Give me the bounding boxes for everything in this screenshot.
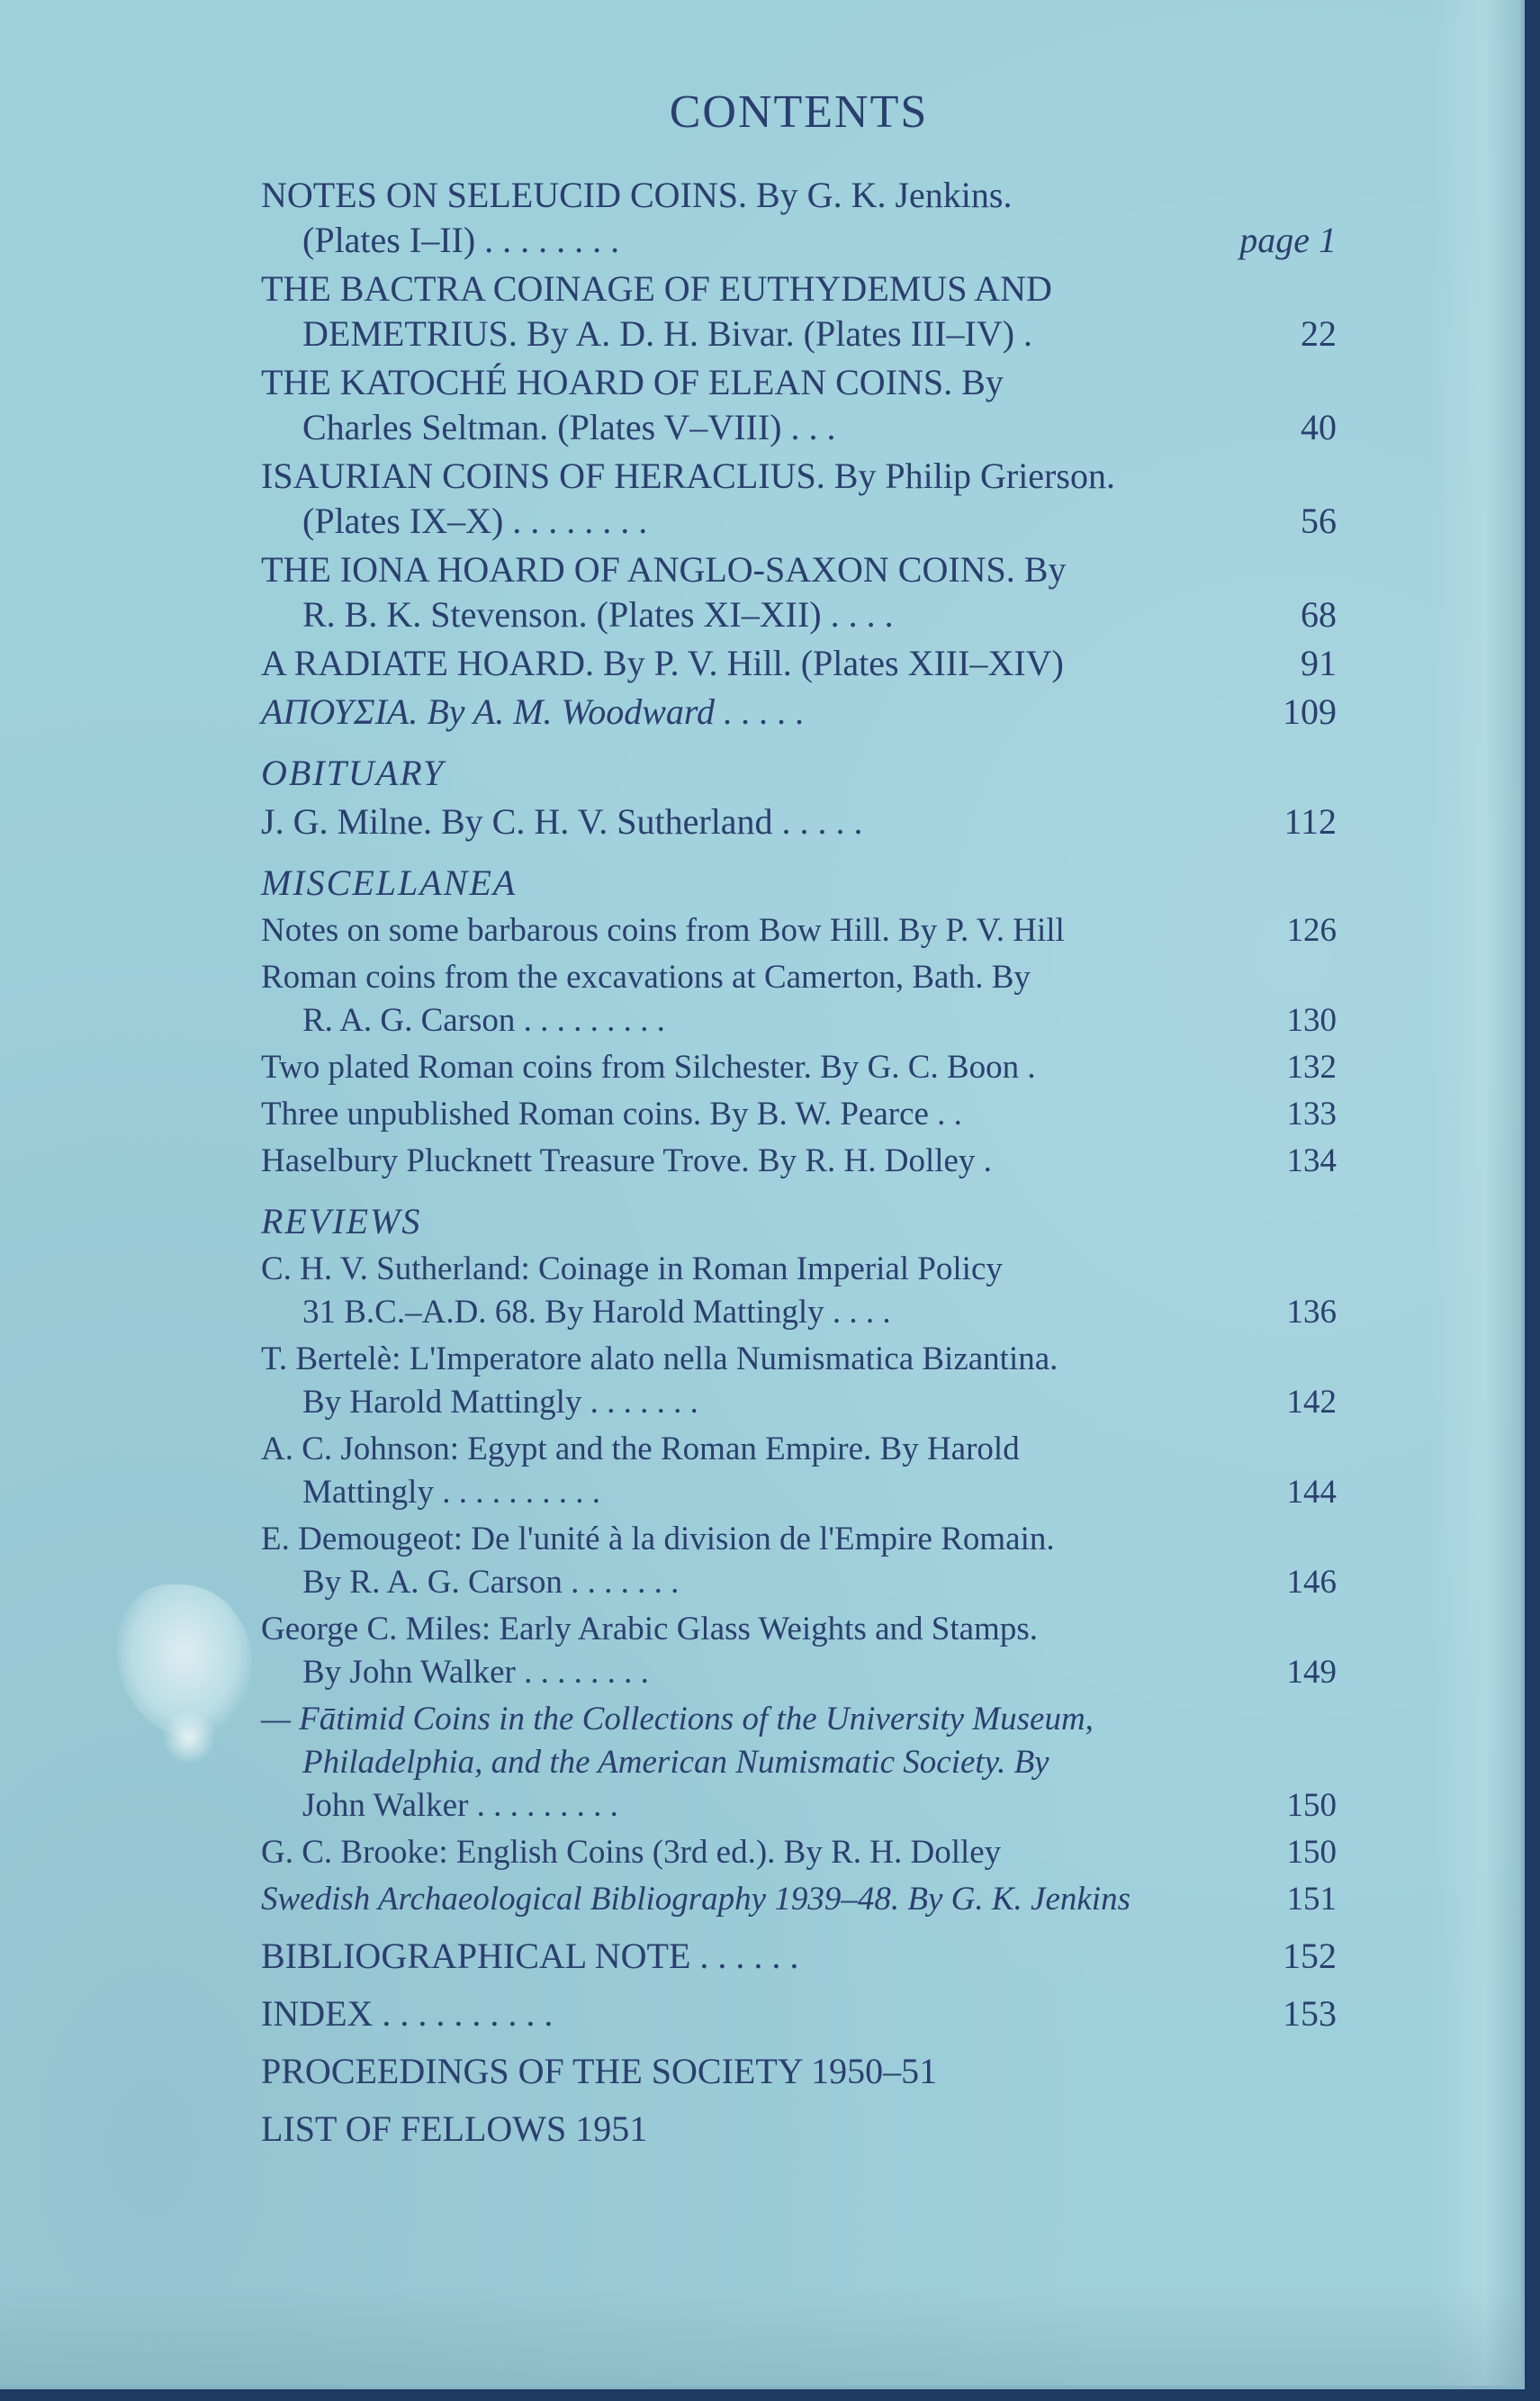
entry-subline: R. B. K. Stevenson. (Plates XI–XII) . . . .	[302, 594, 894, 635]
entry-page: 136	[1286, 1294, 1337, 1331]
entry-title: Notes on some barbarous coins from Bow Hill. By P. V. Hill	[261, 912, 1065, 949]
entry-page: 132	[1286, 1049, 1337, 1086]
entry-title: ISAURIAN COINS OF HERACLIUS. By Philip Grierson.	[261, 456, 1115, 496]
entry-page: 22	[1301, 313, 1337, 354]
entry-title: E. Demougeot: De l'unité à la division de l'Empire Romain.	[261, 1521, 1055, 1557]
entry-subline: Charles Seltman. (Plates V–VIII) . . .	[302, 407, 836, 447]
entry-page: 109	[1283, 691, 1337, 732]
entry-subline: By Harold Mattingly . . . . . . .	[302, 1384, 698, 1421]
entry-subline: (Plates I–II) . . . . . . . .	[302, 220, 620, 260]
toc-entry	[261, 1878, 1337, 1921]
entry-page: 40	[1301, 407, 1337, 447]
entry-title: — Fātimid Coins in the Collections of the University Museum,	[261, 1701, 1094, 1738]
entry-title: Swedish Archaeological Bibliography 1939–48. By G. K. Jenkins	[261, 1881, 1130, 1918]
entry-page: 151	[1286, 1881, 1337, 1918]
toc-entry	[261, 1248, 1337, 1334]
entry-title: INDEX . . . . . . . . . .	[261, 1993, 554, 2034]
entry-page: 149	[1286, 1654, 1337, 1691]
paper-stain-mark	[162, 1710, 216, 1765]
entry-title: C. H. V. Sutherland: Coinage in Roman Imperial Policy	[261, 1250, 1003, 1287]
toc-entry	[261, 454, 1337, 544]
entry-title: T. Bertelè: L'Imperatore alato nella Numismatica Bizantina.	[261, 1340, 1058, 1377]
toc-entry	[261, 1046, 1337, 1089]
toc-entry	[261, 641, 1337, 686]
entry-title: Two plated Roman coins from Silchester. By G. C. Boon .	[261, 1049, 1036, 1086]
toc-entry	[261, 2049, 1337, 2094]
edge-wear	[1431, 0, 1521, 2386]
entry-page: 130	[1286, 1002, 1337, 1039]
entry-page: 150	[1286, 1787, 1337, 1824]
entry-subline: 31 B.C.–A.D. 68. By Harold Mattingly . . . .	[302, 1294, 891, 1331]
entry-title: G. C. Brooke: English Coins (3rd ed.). By R. H. Dolley	[261, 1834, 1002, 1871]
entry-title: A. C. Johnson: Egypt and the Roman Empire. By Harold	[261, 1431, 1020, 1467]
entry-page: 134	[1286, 1142, 1337, 1179]
entry-title: THE IONA HOARD OF ANGLO-SAXON COINS. By	[261, 549, 1067, 590]
toc-entry	[261, 1140, 1337, 1183]
toc-entry	[261, 956, 1337, 1043]
toc-entry	[261, 1934, 1337, 1979]
entry-title: THE KATOCHÉ HOARD OF ELEAN COINS. By	[261, 362, 1004, 402]
toc-entry	[261, 799, 1337, 844]
entry-page: 153	[1283, 1993, 1337, 2034]
toc-entry	[261, 1698, 1337, 1828]
entry-page: 126	[1286, 912, 1337, 949]
toc-entry	[261, 1831, 1337, 1874]
toc-entry	[261, 266, 1337, 357]
section-heading-reviews: REVIEWS	[261, 1201, 422, 1241]
entry-page: 56	[1301, 501, 1337, 541]
entry-title: Three unpublished Roman coins. By B. W. Pearce . .	[261, 1096, 962, 1133]
entry-title: Haselbury Plucknett Treasure Trove. By R. H. Dolley .	[261, 1142, 992, 1179]
toc-entry	[261, 909, 1337, 952]
entry-page: page 1	[1239, 220, 1337, 260]
entry-title: A RADIATE HOARD. By P. V. Hill. (Plates XIII–XIV)	[261, 643, 1064, 683]
entry-title: THE BACTRA COINAGE OF EUTHYDEMUS AND	[261, 268, 1052, 309]
toc-entry	[261, 1093, 1337, 1136]
bottom-wear	[0, 2287, 1521, 2386]
entry-page: 68	[1301, 594, 1337, 635]
page-title: CONTENTS	[669, 86, 929, 138]
toc-entry	[261, 690, 1337, 735]
entry-subline: (Plates IX–X) . . . . . . . .	[302, 501, 648, 541]
toc-entry	[261, 173, 1337, 263]
entry-title: J. G. Milne. By C. H. V. Sutherland . . . . .	[261, 801, 863, 842]
toc-entry	[261, 1608, 1337, 1694]
entry-page: 150	[1286, 1834, 1337, 1871]
entry-title: George C. Miles: Early Arabic Glass Weights and Stamps.	[261, 1611, 1038, 1647]
entry-title: ΑΠΟΥΣΙΑ. By A. M. Woodward . . . . .	[261, 691, 805, 732]
section-heading-miscellanea: MISCELLANEA	[261, 862, 518, 903]
toc-entry	[261, 360, 1337, 450]
entry-title: PROCEEDINGS OF THE SOCIETY 1950–51	[261, 2051, 938, 2091]
entry-page: 133	[1286, 1096, 1337, 1133]
entry-subline: By R. A. G. Carson . . . . . . .	[302, 1564, 680, 1601]
entry-subline: R. A. G. Carson . . . . . . . . .	[302, 1002, 665, 1039]
section-heading-obituary: OBITUARY	[261, 753, 446, 793]
toc-entry	[261, 1428, 1337, 1514]
entry-page: 91	[1301, 643, 1337, 683]
entry-subline: Mattingly . . . . . . . . . .	[302, 1474, 600, 1511]
entry-title: Roman coins from the excavations at Camerton, Bath. By	[261, 959, 1031, 996]
contents-page	[261, 86, 1337, 2155]
toc-entry	[261, 1991, 1337, 2036]
toc-entry	[261, 1518, 1337, 1604]
entry-page: 144	[1286, 1474, 1337, 1511]
entry-subline: DEMETRIUS. By A. D. H. Bivar. (Plates III–IV) .	[302, 313, 1033, 354]
entry-subline: Philadelphia, and the American Numismatic Society. By	[302, 1744, 1049, 1781]
entry-title: LIST OF FELLOWS 1951	[261, 2108, 648, 2149]
entry-title: NOTES ON SELEUCID COINS. By G. K. Jenkins.	[261, 175, 1013, 215]
entry-page: 112	[1283, 801, 1337, 842]
entry-page: 142	[1286, 1384, 1337, 1421]
toc-entry	[261, 2107, 1337, 2152]
toc-entry	[261, 547, 1337, 637]
entry-title: BIBLIOGRAPHICAL NOTE . . . . . .	[261, 1936, 799, 1976]
entry-subline: By John Walker . . . . . . . .	[302, 1654, 649, 1691]
entry-page: 146	[1286, 1564, 1337, 1601]
toc-entry	[261, 1338, 1337, 1424]
entry-page: 152	[1283, 1936, 1337, 1976]
entry-subline: John Walker . . . . . . . . .	[302, 1787, 618, 1824]
